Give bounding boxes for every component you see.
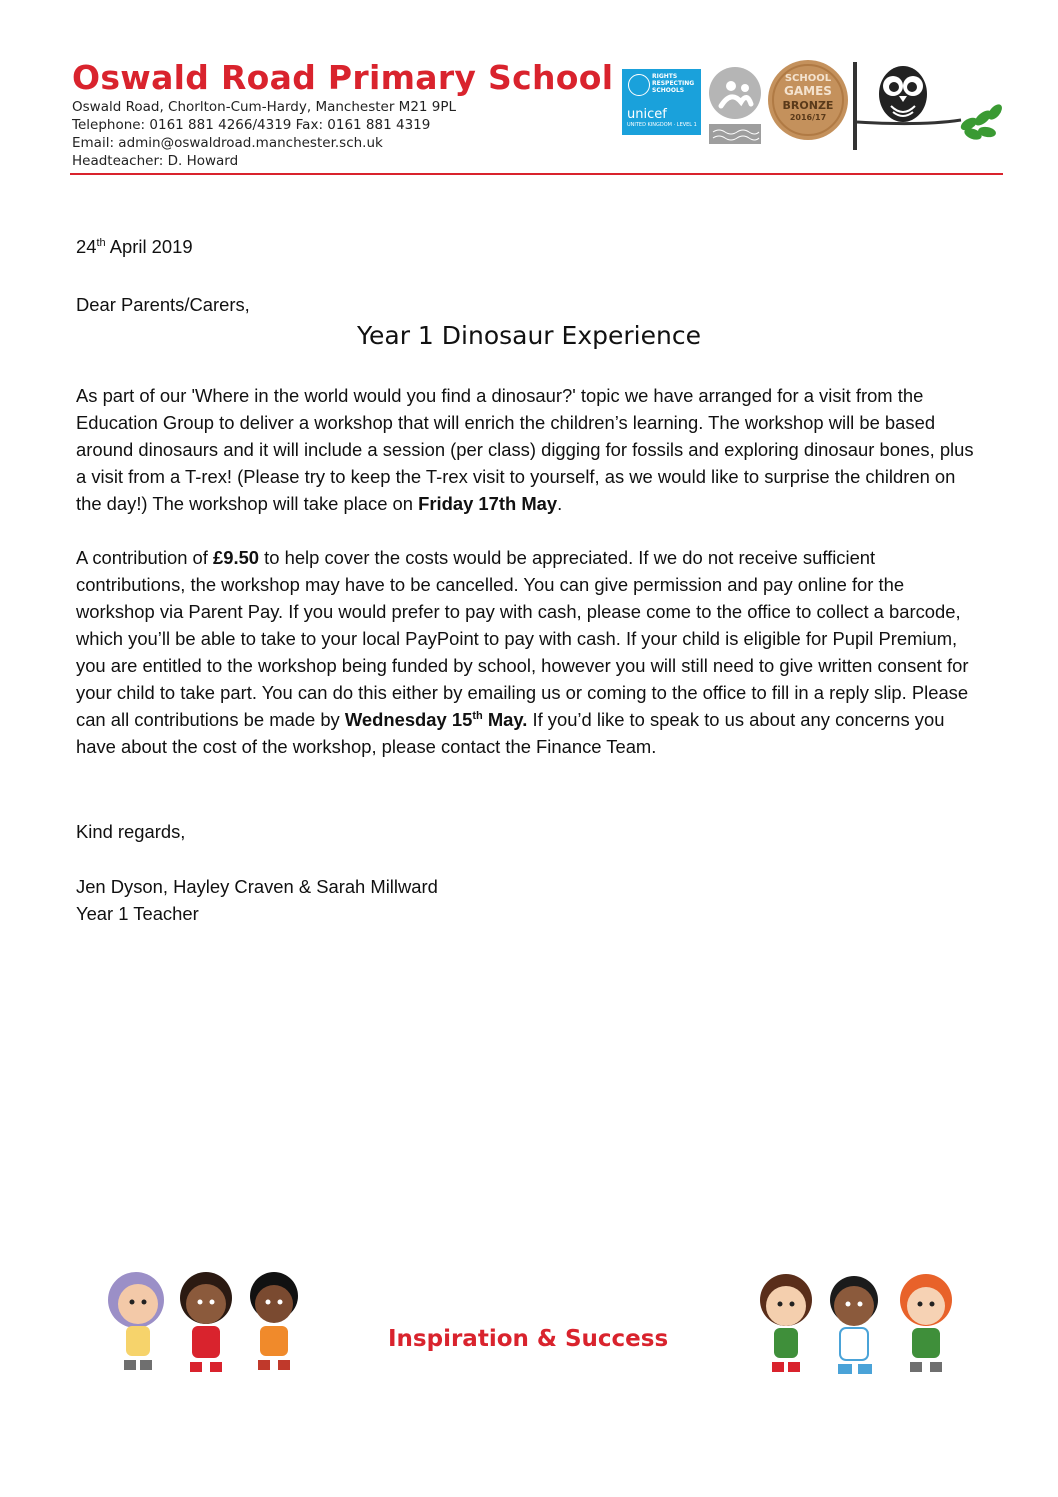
- salutation: Dear Parents/Carers,: [76, 294, 250, 315]
- school-address: Oswald Road, Chorlton-Cum-Hardy, Manchester M21 9PL: [72, 99, 457, 115]
- school-games-bronze-badge: SCHOOL GAMES BRONZE 2016/17: [767, 59, 849, 141]
- children-illustration-right: [746, 1268, 968, 1390]
- children-illustration-left: [96, 1268, 316, 1386]
- header-divider: [70, 173, 1003, 175]
- leaf-icon: [959, 102, 1005, 142]
- owl-icon: [879, 66, 927, 122]
- headteacher: Headteacher: D. Howard: [72, 153, 239, 169]
- school-telephone: Telephone: 0161 881 4266/4319 Fax: 0161 881 4319: [72, 117, 431, 133]
- school-email: Email: admin@oswaldroad.manchester.sch.uk: [72, 135, 383, 151]
- unicef-name: unicef: [627, 107, 667, 122]
- signatory-role: Year 1 Teacher: [76, 903, 199, 924]
- letter-title: Year 1 Dinosaur Experience: [357, 321, 701, 350]
- school-name: Oswald Road Primary School: [72, 58, 614, 97]
- unicef-rights-respecting-badge: [622, 69, 701, 135]
- paragraph-workshop: As part of our 'Where in the world would you find a dinosaur?' topic we have arranged for a visit from the Education Group to deliver a workshop that will enrich the children’s learning. The workshop will be based around dinosaurs and it will include a session (per class) digging for fossils and exploring dinosaur bones, plus a visit from a T-rex! (Please try to keep the T-rex visit to yourself, as we would like to surprise the children on the day!) The workshop will take place on Friday 17th May.: [76, 385, 974, 514]
- paragraph-contribution: A contribution of £9.50 to help cover the costs would be appreciated. If we do not receive sufficient contributions, the workshop may have to be cancelled. You can give permission and pay online for the workshop via Parent Pay. If you would prefer to pay with cash, please come to the office to collect a barcode, which you’ll be able to take to your local PayPoint to pay with cash. If your child is eligible for Pupil Premium, you are entitled to the workshop being funded by school, however you will still need to give written consent for your child to take part. You can do this either by emailing us or coming to the office to fill in a reply slip. Please can all contributions be made by Wednesday 15th May. If you’d like to speak to us about any concerns you have about the cost of the workshop, please contact the Finance Team.: [76, 547, 969, 757]
- signatories: Jen Dyson, Hayley Craven & Sarah Millward: [76, 876, 438, 897]
- globe-icon: [628, 74, 650, 96]
- school-motto: Inspiration & Success: [388, 1326, 669, 1352]
- owl-on-branch-logo: [851, 62, 1006, 154]
- closing: Kind regards,: [76, 821, 186, 842]
- letter-date: 24th April 2019: [76, 236, 193, 257]
- unicef-level: UNITED KINGDOM · LEVEL 1: [627, 122, 697, 128]
- unicef-badge-text: RIGHTS RESPECTING SCHOOLS: [652, 73, 695, 94]
- silver-award-badge: [707, 66, 763, 146]
